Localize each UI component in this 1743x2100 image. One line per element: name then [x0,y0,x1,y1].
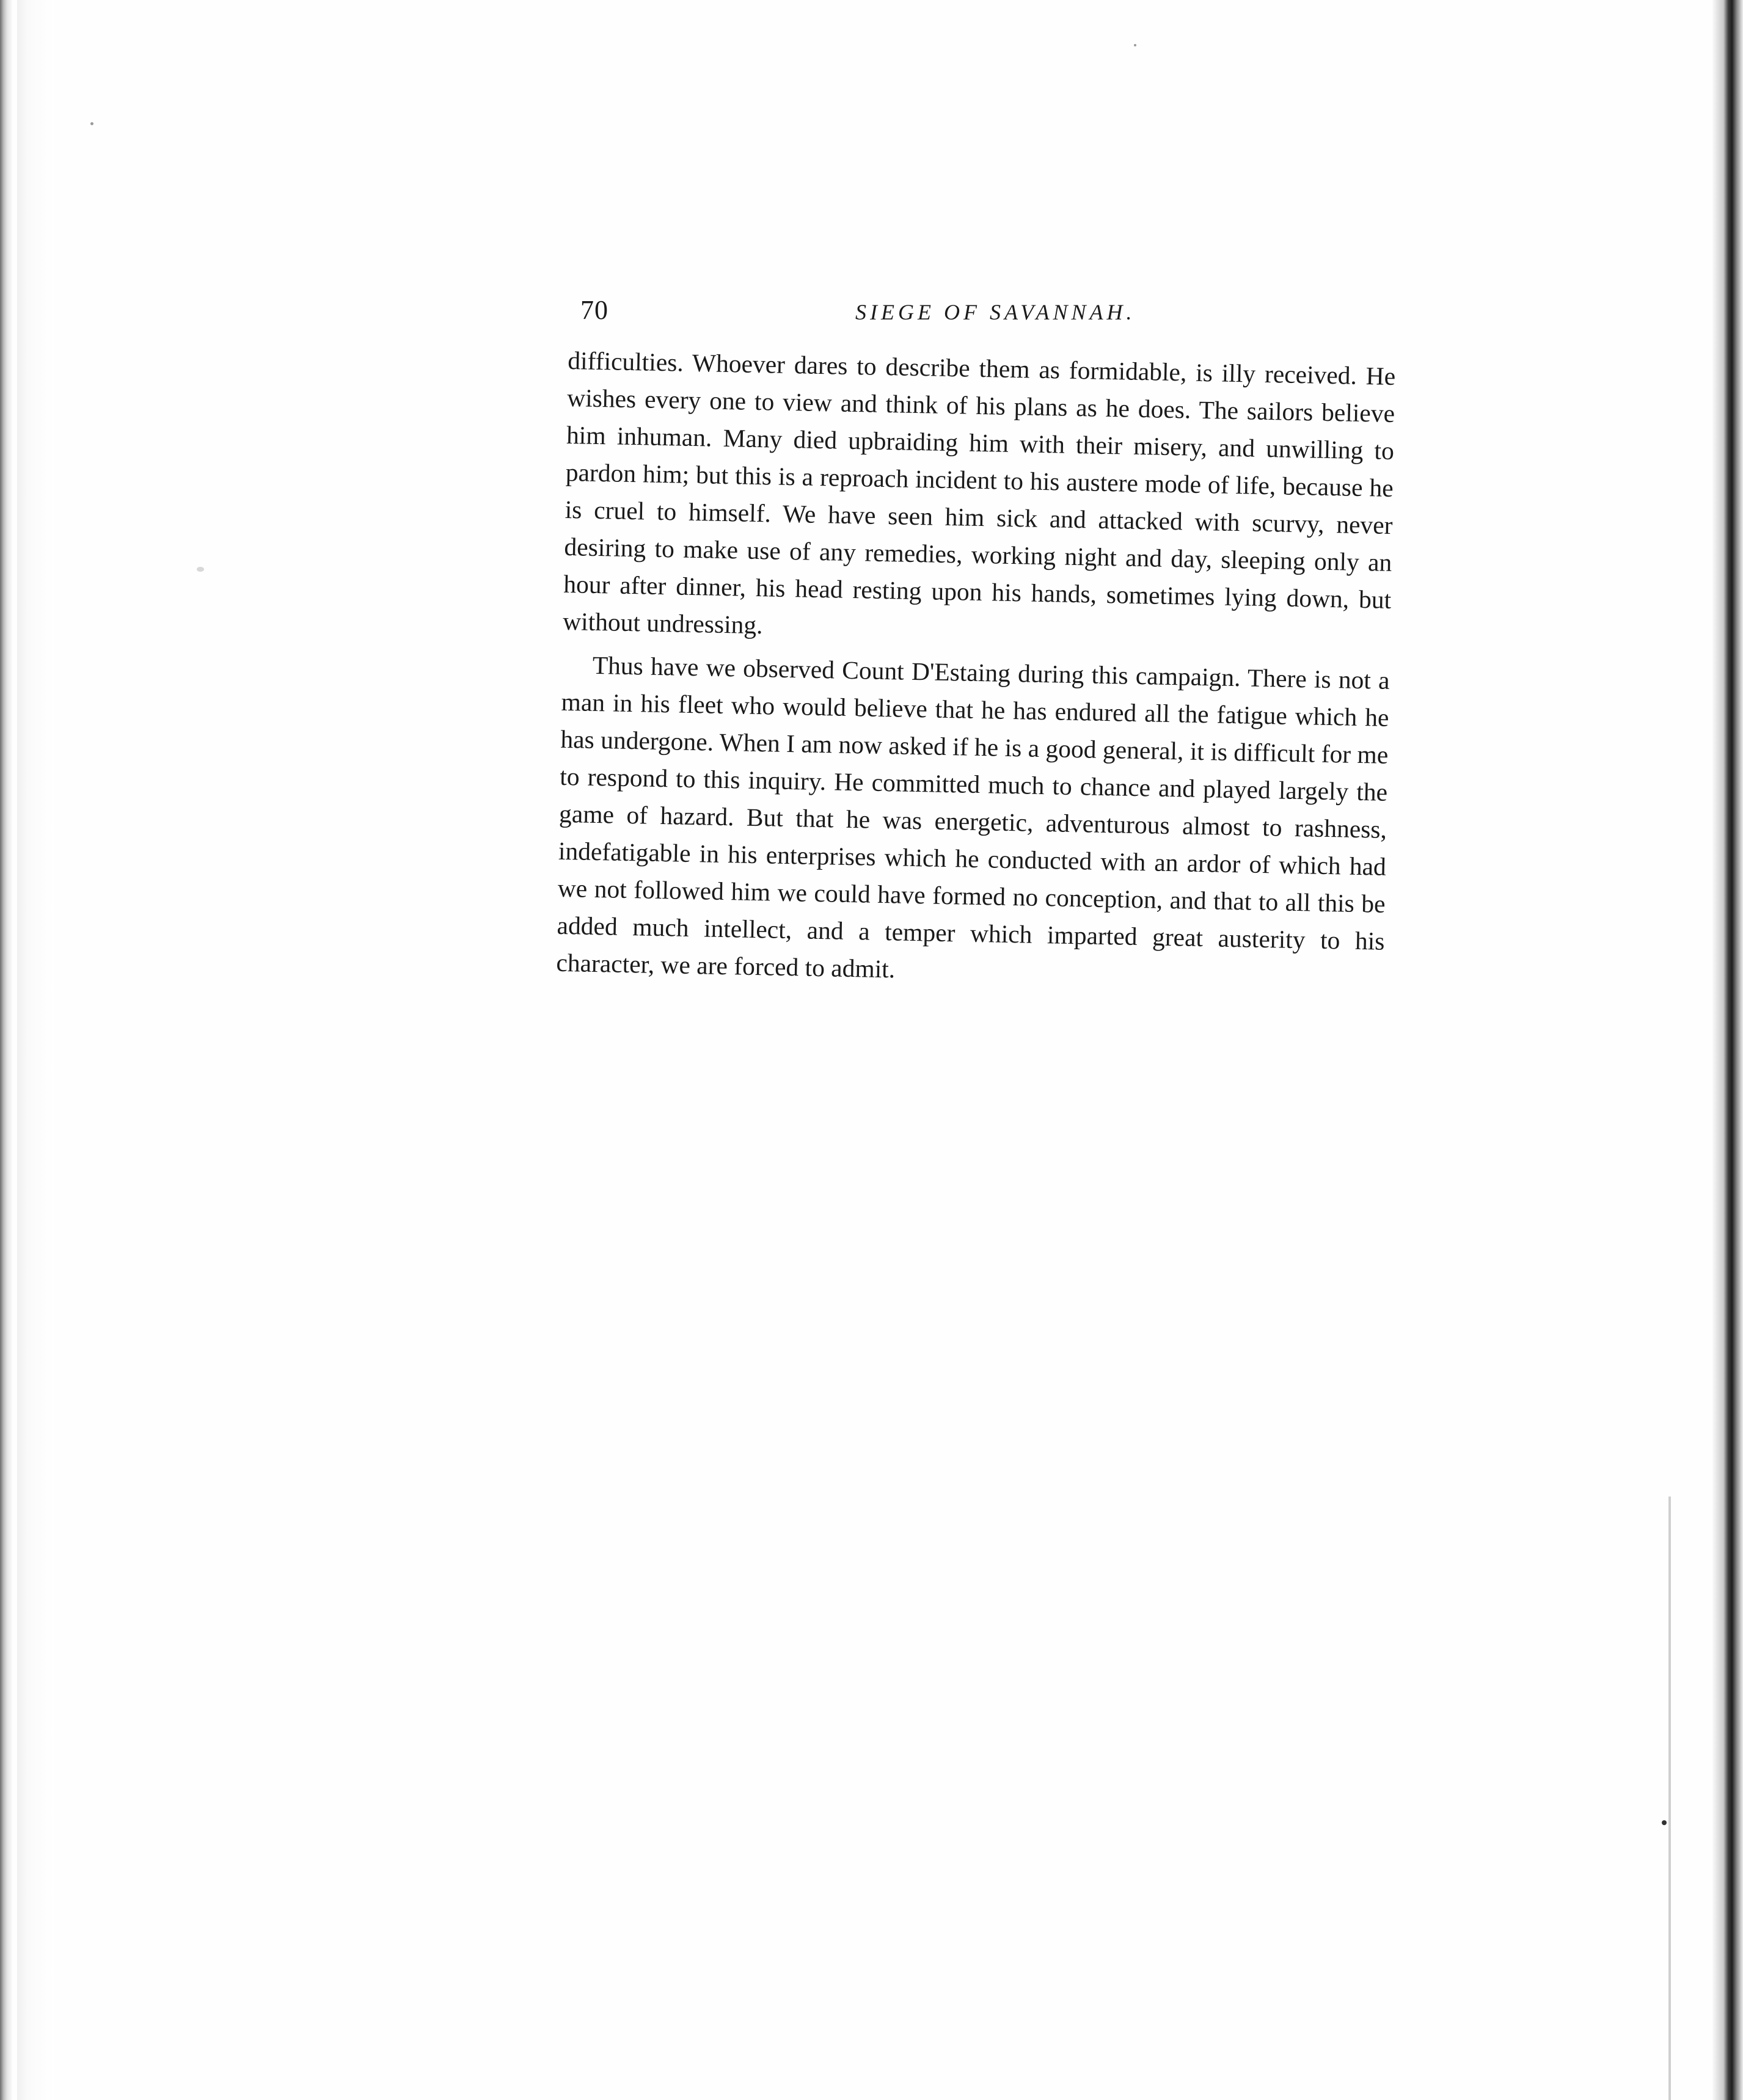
body-text [556,342,1396,997]
right-page-edge [1712,0,1743,2100]
right-margin-line [1668,1497,1671,2100]
running-title: SIEGE OF SAVANNAH. [855,300,1136,324]
paragraph-continued: difficulties. Whoever dares to describe them as formidable, is illy received. He wishes every one to view and think of his plans as he does. The sailors believe him inhuman. Many died upbraiding him with their misery, and unwilling to pardon him; but this is a reproach incident to his austere mode of life, because he is cruel to himself. We have seen him sick and attacked with scurvy, never desiring to make use of any remedies, working night and day, sleeping only an hour after dinner, his head resting upon his hands, sometimes lying down, but without undressing. [562,346,1396,640]
scan-speck [90,122,93,125]
scan-speck [1662,1820,1667,1825]
left-page-edge [0,0,12,2100]
scan-speck [1134,44,1136,46]
paragraph: Thus have we observed Count D'Estaing during this campaign. There is not a man in his fleet who would believe that he has endured all the fatigue which he has undergone. When I am now asked if he is a good general, it is difficult for me to respond to this inquiry. He committed much to chance and played largely the game of hazard. But that he was energetic, adventurous almost to rashness, indefatigable in his enterprises which he conducted with an ardor of which had we not followed him we could have formed no conception, and that to all this be added much intellect, and a temper which imparted great austerity to his character, we are forced to admit. [556,651,1390,983]
page-number: 70 [580,295,608,325]
left-page-shadow [17,0,54,2100]
running-head [580,294,1375,331]
scan-speck [197,567,204,572]
